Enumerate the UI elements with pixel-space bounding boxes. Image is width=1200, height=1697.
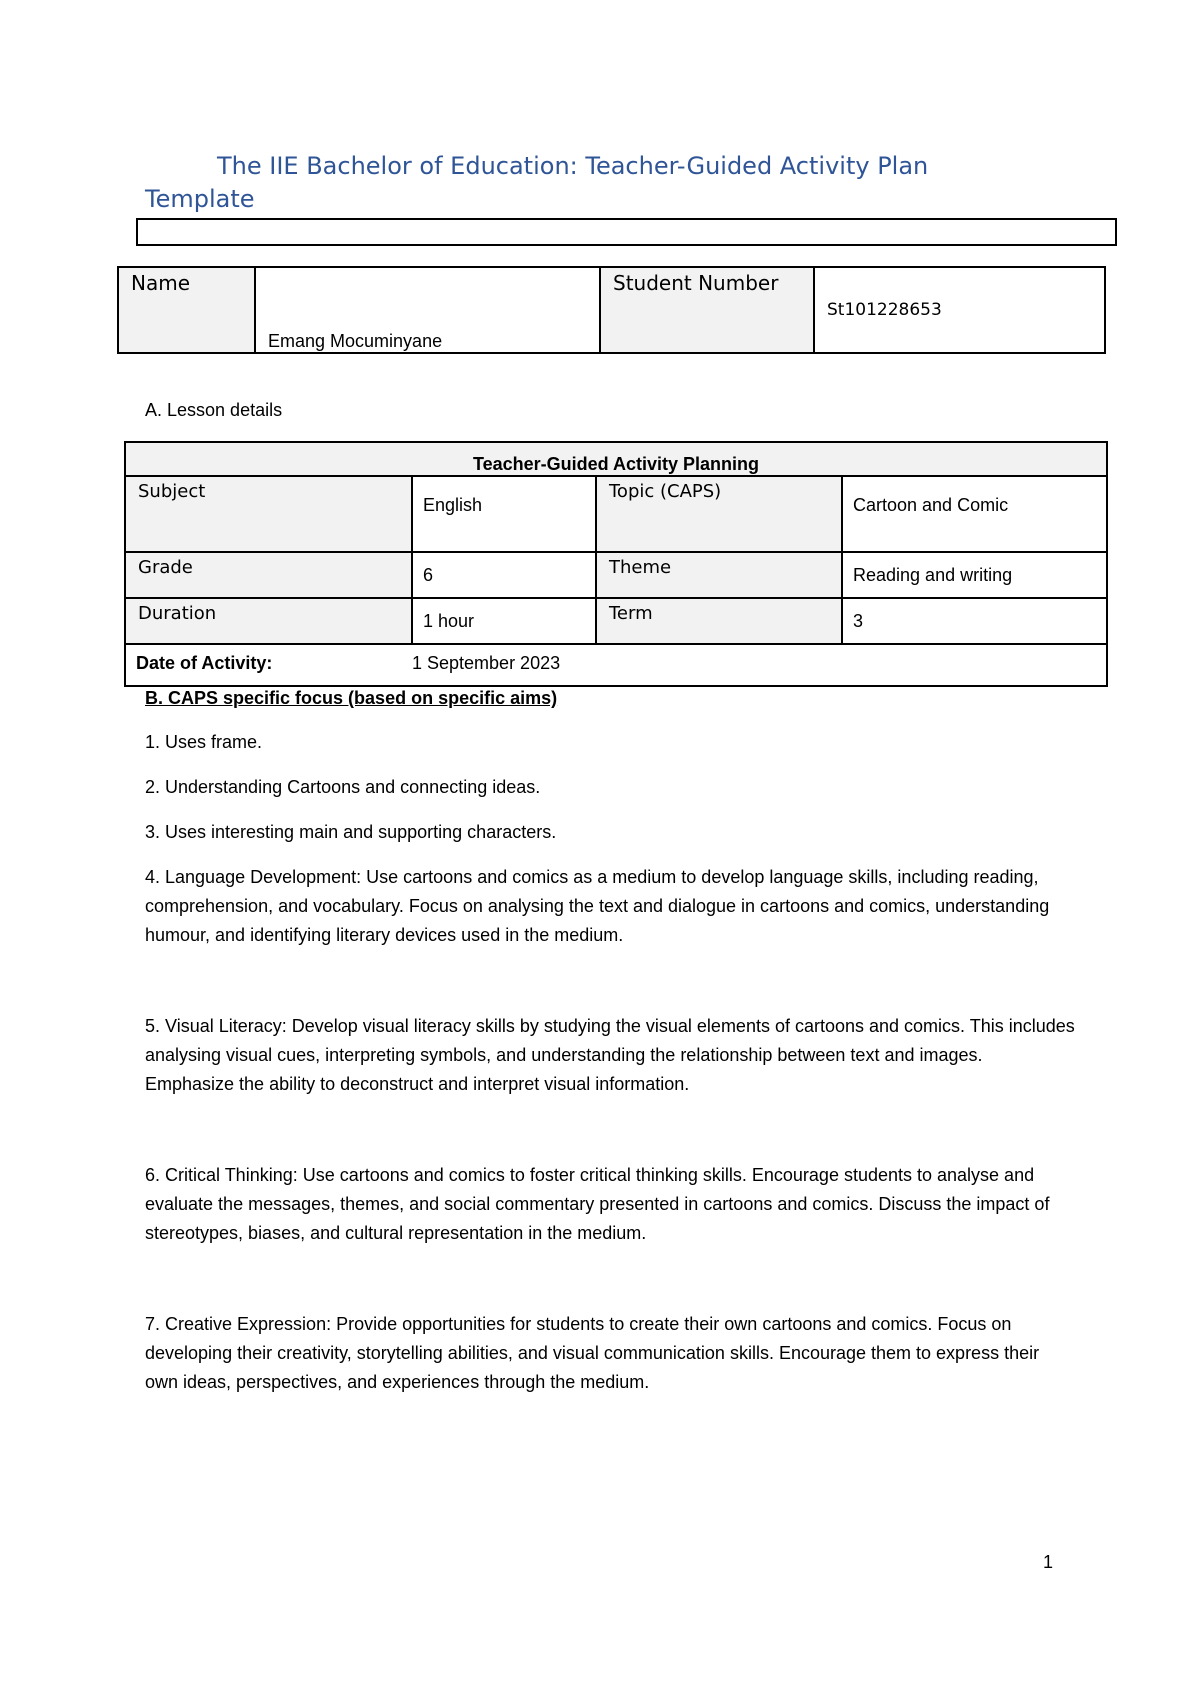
aim-item: 7. Creative Expression: Provide opportunities for students to create their own cartoons and comics. Focus on developing their creativity, storytelling abilities, and visual communication skills. Encourage them to express their own ideas, perspectives, and experiences through the medium. <box>145 1314 1040 1392</box>
student-number-label: Student Number <box>613 271 779 295</box>
page-number: 1 <box>1043 1552 1054 1572</box>
title-line-2: Template <box>145 185 255 213</box>
subject-label: Subject <box>125 476 412 552</box>
name-label-cell <box>118 267 255 353</box>
duration-label: Duration <box>125 598 412 644</box>
student-number-value-cell[interactable] <box>814 267 1105 353</box>
aim-item: 4. Language Development: Use cartoons and comics as a medium to develop language skills, including reading, comprehension, and vocabulary. Focus on analysing the text and dialogue in cartoons and comics, understanding humour, and identifying literary devices used in the medium. <box>145 867 1050 945</box>
aim-item: 5. Visual Literacy: Develop visual literacy skills by studying the visual elements of cartoons and comics. This includes analysing visual cues, interpreting symbols, and understanding the relationship between text and images. Emphasize the ability to deconstruct and interpret visual information. <box>145 1016 1075 1094</box>
name-value-cell[interactable] <box>255 267 600 353</box>
topic-label: Topic (CAPS) <box>596 476 842 552</box>
duration-value[interactable]: 1 hour <box>412 598 596 644</box>
lesson-table-title: Teacher-Guided Activity Planning <box>125 442 1107 476</box>
aim-item: 6. Critical Thinking: Use cartoons and comics to foster critical thinking skills. Encourage students to analyse and evaluate the messages, themes, and social commentary presented in cartoons and comics. Discuss the impact of stereotypes, biases, and cultural representation in the medium. <box>145 1165 1050 1243</box>
caps-heading: B. CAPS specific focus (based on specific aims) <box>145 688 558 708</box>
lesson-details-label: A. Lesson details <box>145 400 283 420</box>
name-label: Name <box>131 271 191 295</box>
theme-label: Theme <box>596 552 842 598</box>
title-input-box[interactable] <box>136 218 1117 246</box>
subject-value[interactable]: English <box>412 476 596 552</box>
date-value[interactable]: 1 September 2023 <box>412 644 1107 686</box>
student-info-table <box>117 266 1106 354</box>
topic-value[interactable]: Cartoon and Comic <box>842 476 1107 552</box>
date-label: Date of Activity: <box>125 644 412 686</box>
student-number-value: St101228653 <box>827 300 942 320</box>
aim-item: 2. Understanding Cartoons and connecting ideas. <box>145 777 541 797</box>
title-line-1: The IIE Bachelor of Education: Teacher-Guided Activity Plan <box>217 152 929 180</box>
term-value[interactable]: 3 <box>842 598 1107 644</box>
aim-item: 1. Uses frame. <box>145 732 263 752</box>
lesson-details-table <box>124 441 1108 687</box>
grade-label: Grade <box>125 552 412 598</box>
name-value: Emang Mocuminyane <box>268 331 443 351</box>
student-number-label-cell <box>600 267 814 353</box>
document-title <box>145 150 1045 216</box>
caps-focus-section <box>145 684 1075 1413</box>
grade-value[interactable]: 6 <box>412 552 596 598</box>
aim-item: 3. Uses interesting main and supporting characters. <box>145 822 557 842</box>
theme-value[interactable]: Reading and writing <box>842 552 1107 598</box>
term-label: Term <box>596 598 842 644</box>
